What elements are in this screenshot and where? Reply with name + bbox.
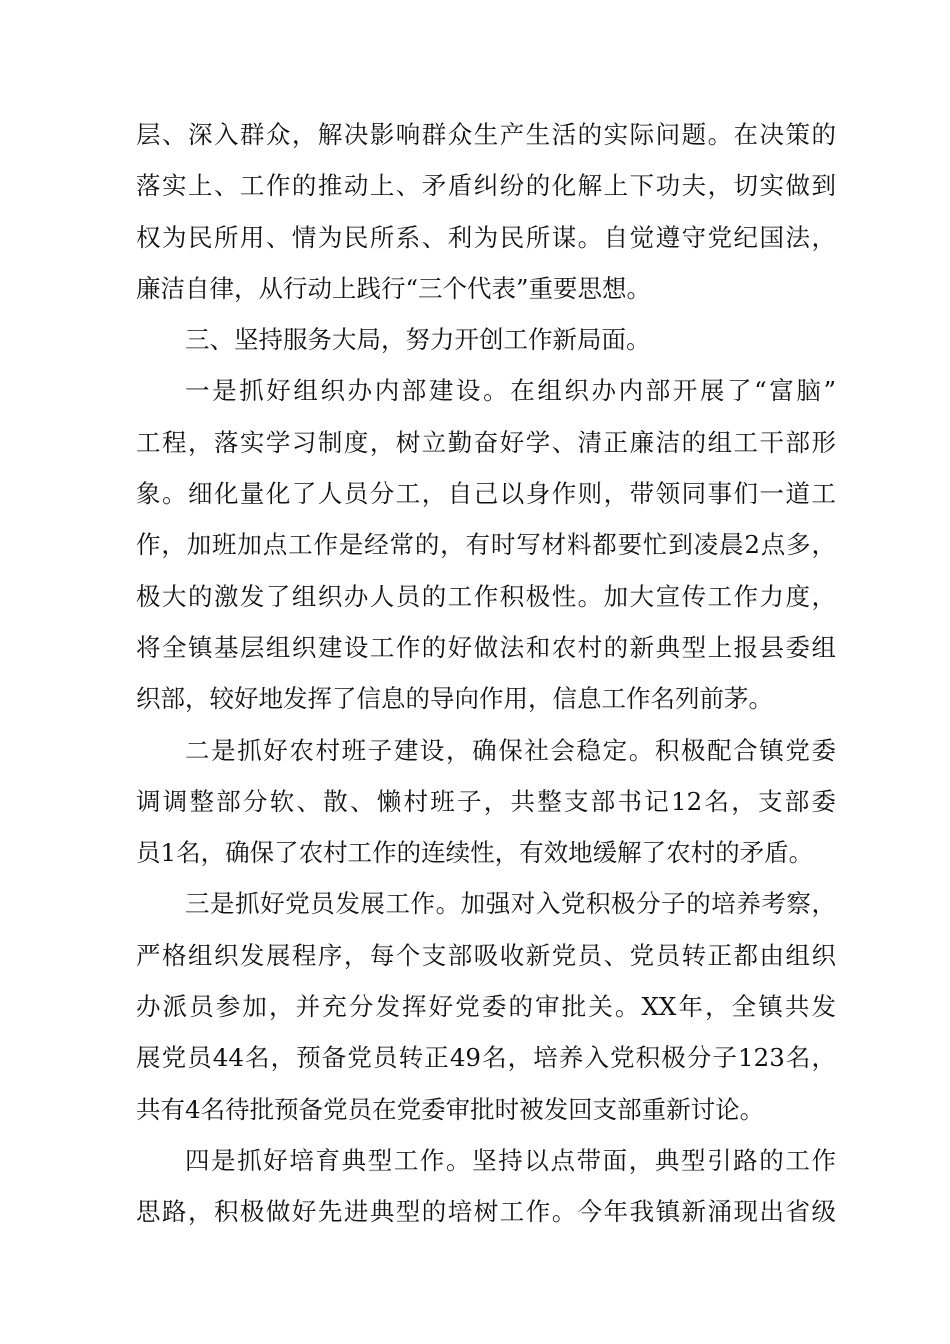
text-line: 权为民所用、情为民所系、利为民所谋。自觉遵守党纪国法，	[136, 222, 836, 252]
text-line: 展党员44名，预备党员转正49名，培养入党积极分子123名，	[136, 1043, 836, 1073]
text-line: 工程，落实学习制度，树立勤奋好学、清正廉洁的组工干部形	[136, 427, 836, 457]
text-line: 三是抓好党员发展工作。加强对入党积极分子的培养考察，	[185, 889, 836, 919]
text-line: 落实上、工作的推动上、矛盾纠纷的化解上下功夫，切实做到	[136, 171, 836, 201]
text-line: 象。细化量化了人员分工，自己以身作则，带领同事们一道工	[136, 479, 836, 509]
text-line: 一是抓好组织办内部建设。在组织办内部开展了“富脑”	[185, 376, 836, 406]
text-line: 办派员参加，并充分发挥好党委的审批关。XX年，全镇共发	[136, 992, 836, 1022]
text-line: 廉洁自律，从行动上践行“三个代表”重要思想。	[136, 273, 652, 303]
text-line: 极大的激发了组织办人员的工作积极性。加大宣传工作力度，	[136, 581, 836, 611]
text-line: 调调整部分软、散、懒村班子，共整支部书记12名，支部委	[136, 786, 836, 816]
text-line: 层、深入群众，解决影响群众生产生活的实际问题。在决策的	[136, 120, 836, 149]
text-line: 四是抓好培育典型工作。坚持以点带面，典型引路的工作	[185, 1145, 836, 1175]
text-line: 严格组织发展程序，每个支部吸收新党员、党员转正都由组织	[136, 940, 836, 970]
text-line: 思路，积极做好先进典型的培树工作。今年我镇新涌现出省级	[136, 1197, 836, 1227]
text-line: 二是抓好农村班子建设，确保社会稳定。积极配合镇党委	[185, 735, 836, 765]
text-line: 共有4名待批预备党员在党委审批时被发回支部重新讨论。	[136, 1094, 765, 1124]
text-line: 员1名，确保了农村工作的连续性，有效地缓解了农村的矛盾。	[136, 838, 814, 868]
text-line: 三、坚持服务大局，努力开创工作新局面。	[185, 325, 651, 355]
document-body	[136, 109, 836, 1238]
text-line: 将全镇基层组织建设工作的好做法和农村的新典型上报县委组	[136, 632, 836, 662]
text-line: 作，加班加点工作是经常的，有时写材料都要忙到凌晨2点多，	[136, 530, 836, 560]
text-line: 织部，较好地发挥了信息的导向作用，信息工作名列前茅。	[136, 684, 773, 714]
